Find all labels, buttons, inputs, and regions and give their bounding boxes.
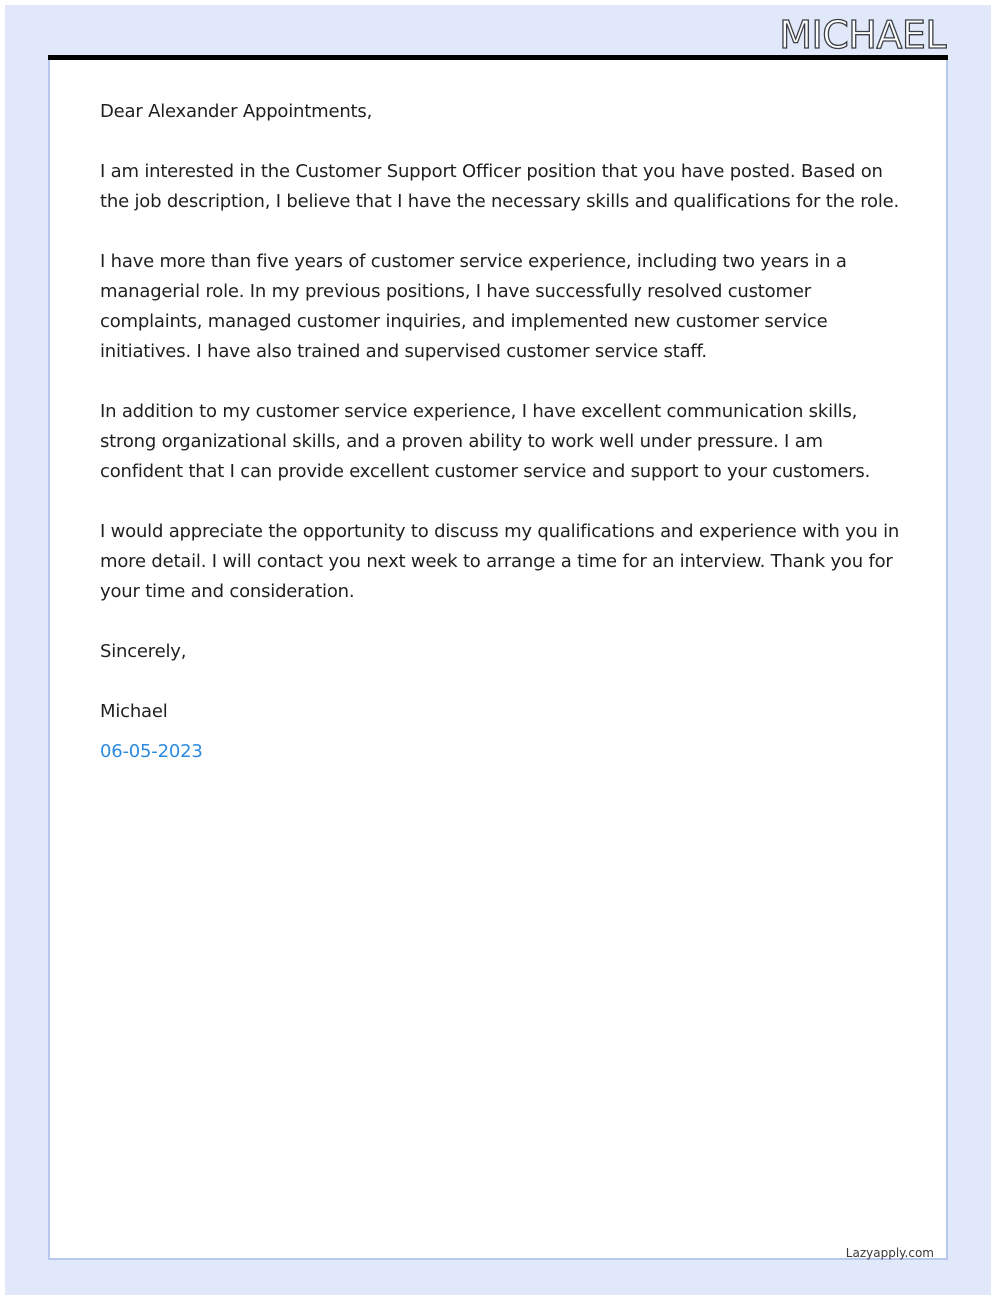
paragraph-4: I would appreciate the opportunity to discuss my qualifications and experience with you in more detail. I will contact you next week to arrange a time for an interview. Thank you for your time and consideration. bbox=[100, 521, 900, 602]
signer-name: Michael bbox=[100, 701, 168, 722]
closing: Sincerely, bbox=[100, 641, 187, 662]
letter-body bbox=[100, 97, 900, 767]
salutation: Dear Alexander Appointments, bbox=[100, 101, 373, 122]
footer-watermark: Lazyapply.com bbox=[845, 1246, 934, 1260]
paragraph-2: I have more than five years of customer service experience, including two years in a managerial role. In my previous positions, I have successfully resolved customer complaints, managed customer inquiries, and implemented new customer service initiatives. I have also trained and supervised customer service staff. bbox=[100, 251, 847, 362]
header-name: MICHAEL bbox=[779, 13, 946, 57]
paragraph-1: I am interested in the Customer Support Officer position that you have posted. Based on the job description, I believe that I have the necessary skills and qualifications for the role. bbox=[100, 161, 900, 212]
letter-date: 06-05-2023 bbox=[100, 741, 203, 762]
paragraph-3: In addition to my customer service experience, I have excellent communication skills, strong organizational skills, and a proven ability to work well under pressure. I am confident that I can provide excellent customer service and support to your customers. bbox=[100, 401, 871, 482]
